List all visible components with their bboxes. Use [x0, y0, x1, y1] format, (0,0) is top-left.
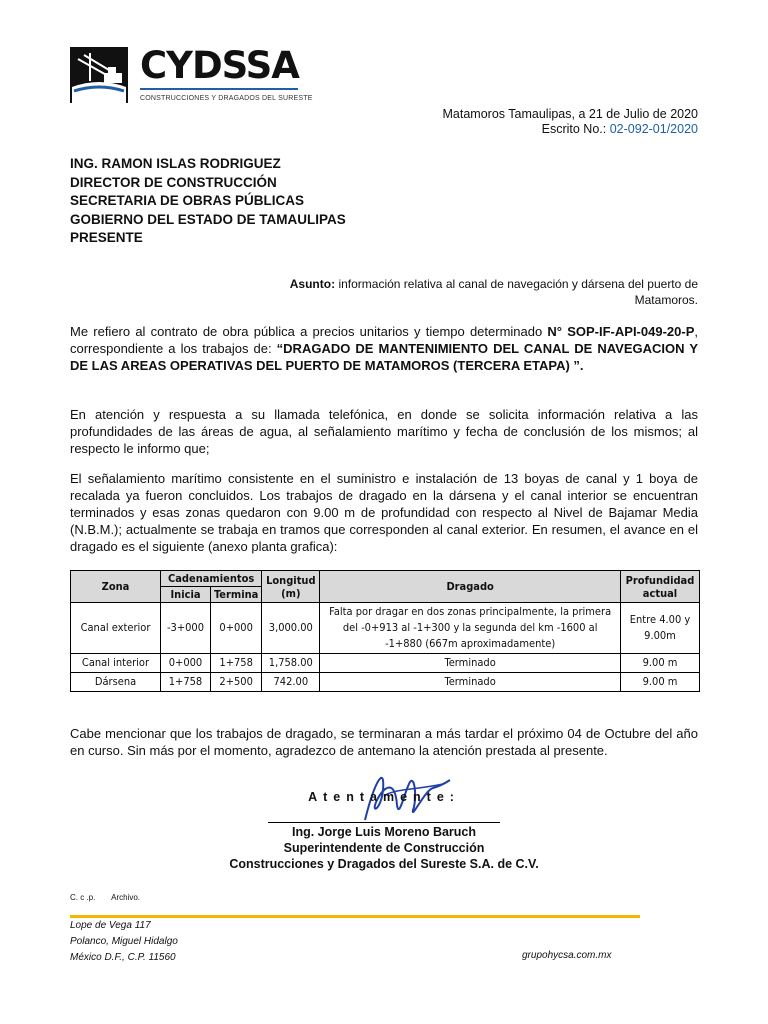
address-line-2: Polanco, Miguel Hidalgo — [70, 936, 178, 947]
cell-dragado: Terminado — [320, 673, 621, 692]
header-termina: Termina — [211, 587, 262, 603]
writ-reference — [542, 122, 698, 136]
company-logo-icon — [70, 47, 128, 103]
cell-zona: Canal exterior — [71, 603, 161, 654]
writ-label: Escrito No.: — [541, 122, 607, 136]
addressee-block — [70, 155, 346, 248]
cell-inicia: -3+000 — [161, 603, 211, 654]
signer-block — [0, 824, 768, 872]
signer-company: Construcciones y Dragados del Sureste S.A. de C.V. — [229, 857, 539, 871]
works-title: “DRAGADO DE MANTENIMIENTO DEL CANAL DE NAVEGACION Y DE LAS AREAS OPERATIVAS DEL PUERTO DE MATAMOROS (TERCERA ETAPA) ”. — [70, 341, 698, 373]
header-dragado: Dragado — [320, 571, 621, 603]
company-name: CYDSSA — [140, 44, 299, 87]
place-and-date: Matamoros Tamaulipas, a 21 de Julio de 2020 — [442, 107, 698, 121]
cell-dragado: Terminado — [320, 654, 621, 673]
table-row — [71, 654, 700, 673]
brand-underline — [140, 88, 298, 90]
writ-number: 02-092-01/2020 — [609, 122, 698, 136]
paragraph-status: El señalamiento marítimo consistente en el suministro e instalación de 13 boyas de canal y 1 boya de recalada ya fueron concluidos. Los trabajos de dragado en la dársena y el canal interior se encuentran terminados y esas zonas quedaron con 9.00 m de profundidad con respecto al Nivel de Bajamar Media (N.B.M.); actualmente se trabaja en tramos que corresponden al canal exterior. En resumen, el avance en el dragado es el siguiente (anexo planta grafica): — [70, 471, 698, 554]
footer-website: grupohycsa.com.mx — [522, 950, 612, 961]
cell-zona: Canal interior — [71, 654, 161, 673]
attentively-label: Atentamente: — [308, 790, 460, 804]
cell-longitud: 742.00 — [262, 673, 320, 692]
addressee-name: ING. RAMON ISLAS RODRIGUEZ — [70, 156, 281, 171]
cell-zona: Dársena — [71, 673, 161, 692]
carbon-copy — [70, 893, 154, 902]
paragraph-closing: Cabe mencionar que los trabajos de dragado, se terminaran a más tardar el próximo 04 de Octubre del año en curso. Sin más por el momento, agradezco de antemano la atención prestada al presente. — [70, 726, 698, 758]
p1-text-a: Me refiero al contrato de obra pública a precios unitarios y tiempo determinado — [70, 324, 548, 339]
header-inicia: Inicia — [161, 587, 211, 603]
cell-profundidad: Entre 4.00 y 9.00m — [621, 603, 700, 654]
header-profundidad: Profundidad actual — [621, 571, 700, 603]
footer-address — [70, 918, 178, 966]
addressee-position: DIRECTOR DE CONSTRUCCIÓN — [70, 174, 277, 190]
header-cadenamientos: Cadenamientos — [161, 571, 262, 587]
header-zona: Zona — [71, 571, 161, 603]
table-row — [71, 673, 700, 692]
header-longitud: Longitud (m) — [262, 571, 320, 603]
subject-label: Asunto: — [289, 277, 336, 291]
cell-profundidad: 9.00 m — [621, 673, 700, 692]
cell-termina: 2+500 — [211, 673, 262, 692]
table-row — [71, 603, 700, 654]
cell-termina: 0+000 — [211, 603, 262, 654]
p1-text-b: , correspondiente a los trabajos de: — [70, 324, 698, 356]
cell-termina: 1+758 — [211, 654, 262, 673]
signature-line — [268, 822, 500, 823]
dredging-progress-table — [70, 570, 700, 692]
cell-longitud: 1,758.00 — [262, 654, 320, 673]
addressee-present: PRESENTE — [70, 230, 143, 246]
addressee-government: GOBIERNO DEL ESTADO DE TAMAULIPAS — [70, 211, 346, 227]
contract-number: N° SOP-IF-API-049-20-P — [547, 324, 695, 339]
table-header-row — [71, 571, 700, 587]
addressee-department: SECRETARIA DE OBRAS PÚBLICAS — [70, 193, 305, 209]
signer-title: Superintendente de Construcción — [283, 841, 485, 855]
ccp-label: C. c .p. — [70, 893, 96, 902]
cell-inicia: 0+000 — [161, 654, 211, 673]
company-tagline: CONSTRUCCIONES Y DRAGADOS DEL SURESTE — [140, 95, 313, 102]
subject-line — [278, 276, 698, 308]
signer-name: Ing. Jorge Luis Moreno Baruch — [291, 825, 477, 839]
paragraph-contract — [70, 323, 698, 374]
cell-dragado: Falta por dragar en dos zonas principalmente, la primera del -0+913 al -1+300 y la segunda del km -1600 al -1+880 (667m aproximadamente) — [320, 603, 621, 654]
cell-profundidad: 9.00 m — [621, 654, 700, 673]
paragraph-request: En atención y respuesta a su llamada telefónica, en donde se solicita información relativa a las profundidades de las áreas de agua, al señalamiento marítimo y fecha de conclusión de los mismos; al respecto le informo que; — [70, 407, 698, 456]
ccp-value: Archivo. — [111, 893, 141, 902]
address-line-1: Lope de Vega 117 — [70, 920, 151, 931]
cell-inicia: 1+758 — [161, 673, 211, 692]
subject-text: información relativa al canal de navegación y dársena del puerto de Matamoros. — [338, 277, 698, 307]
address-line-3: México D.F., C.P. 11560 — [70, 952, 176, 963]
cell-longitud: 3,000.00 — [262, 603, 320, 654]
